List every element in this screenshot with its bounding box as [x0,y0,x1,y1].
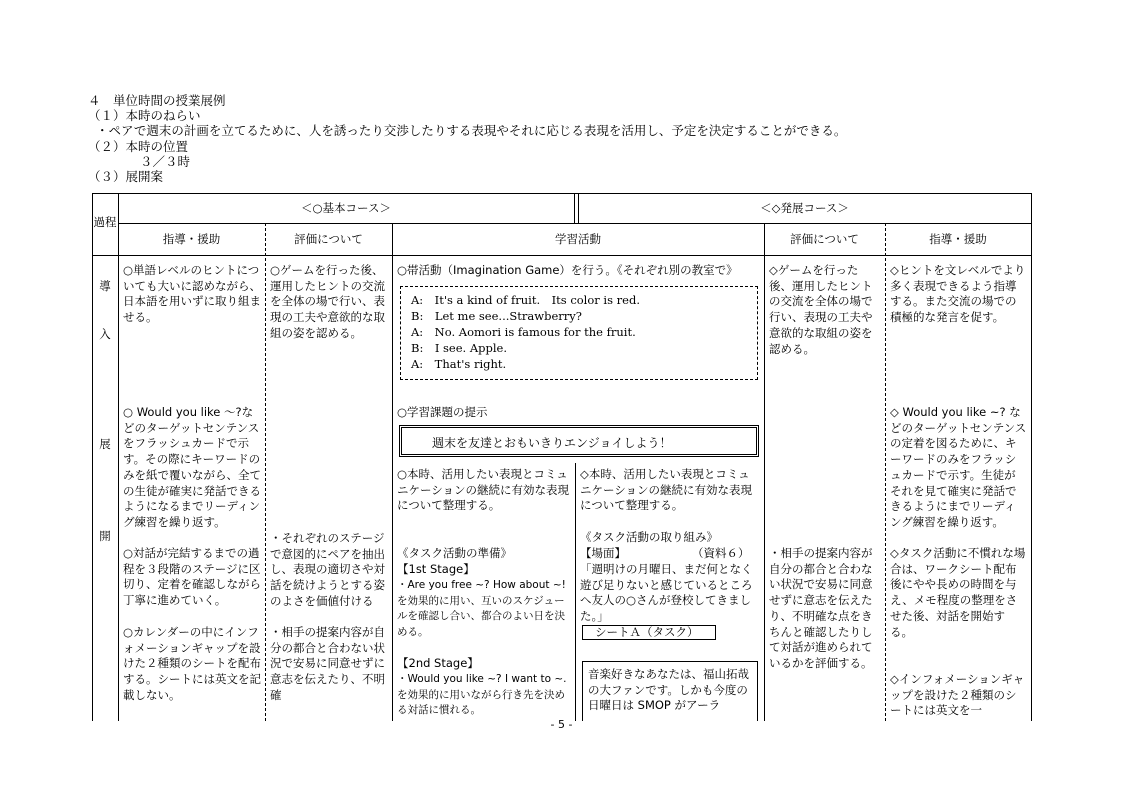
dialogue-line: A: It's a kind of fruit. Its color is red. [411,293,640,307]
basic-course-heading: ＜○基本コース＞ [301,201,391,215]
material-label: （資料６） [692,546,750,560]
dev-eval-2: ・相手の提案内容が自分の都合と合わない状況で安易に同意せずに意志を伝えたり、不明確 [270,625,385,702]
process-label: 過程 [93,215,117,229]
task-heading: ○学習課題の提示 [397,405,488,419]
dev-guidance-3: ○カレンダーの中にインフォメーションギャップを設けた２種類のシートを配布する。シートには英文を記載しない。 [123,625,261,702]
dev-guidance-2: ○対話が完結するまでの過程を３段階のステージに区切り、定着を確認しながら丁寧に進めていく。 [123,546,261,608]
position-value: ３／３時 [140,154,191,169]
stage-char-kai: 開 [99,529,111,543]
scene-text: 「週明けの月曜日、まだ何となく遊び足りないと感じているところへ友人の○さんが登校してきました。」 [580,562,753,624]
intro-eval: ○ゲームを行った後、運用したヒントの交流を全体の場で行い、表現の工夫や意欲的な取組の姿を認める。 [270,263,385,340]
aim-text: ・ペアで週末の計画を立てるために、人を誘ったり交渉したりする表現やそれに応じる表現を活用し、予定を決定することができる。 [96,123,847,138]
stage-char-ten: 展 [99,437,111,451]
dialogue-line: B: Let me see...Strawberry? [411,309,582,323]
lesson-plan-table [92,193,1032,721]
subheading-aim: （１）本時のねらい [88,108,201,123]
dev-eval-1: ・それぞれのステージで意図的にペアを抽出し、表現の適切さや対話を続けようとする姿のよさを価値付ける [270,531,385,608]
page-number: - 5 - [550,718,573,731]
left-activity-intro: ○本時、活用したい表現とコミュニケーションの継続に有効な表現について整理する。 [397,467,570,513]
section-heading: ４ 単位時間の授業展例 [88,93,226,108]
subheading-position: （２）本時の位置 [88,139,189,154]
stage-char-nyu: 入 [99,327,111,341]
col-activity-header: 学習活動 [555,232,601,246]
right-activity-intro: ◇本時、活用したい表現とコミュニケーションの継続に有効な表現について整理する。 [580,467,753,513]
dev-guidance-right-2: ◇タスク活動に不慣れな場合は、ワークシート配布後にやや長めの時間を与え、メモ程度の整理をさせた後、対話を開始する。 [890,546,1026,639]
stage1-text: ・Are you free ~? How about ~!を効果的に用い、互いのスケジュールを確認し合い、都合のよい日を決める。 [397,579,566,639]
dev-guidance-1: ○ Would you like ～?などのターゲットセンテンスをフラッシュカードで示す。その際にキーワードのみを紙で覆いながら、全ての生徒が確実に発話できるようになるまでリーディング練習を繰り返す。 [123,405,261,529]
subheading-plan: （３）展開案 [88,169,164,184]
col-eval-header: 評価について [294,232,363,246]
sheet-label: シートＡ（タスク） [595,625,699,639]
prep-heading: 《タスク活動の準備》 [397,546,512,560]
col-eval-right-header: 評価について [790,232,859,246]
scene-label: 【場面】 [580,546,626,560]
dev-guidance-right-1: ◇ Would you like ~? などのターゲットセンテンスの定着を図るために、キーワードのみをフラッシュカードで示す。生徒がそれを見て確実に発話できるようにまでリーディング練習を繰り返す。 [890,405,1027,529]
dialogue-line: B: I see. Apple. [411,341,508,355]
sheet-text: 音楽好きなあなたは、福山拓哉の大ファンです。しかも今度の日曜日は SMOP がアーラ [588,667,749,713]
dev-eval-right: ・相手の提案内容が自分の都合と合わない状況で安易に同意せずに意志を伝えたり、不明確な点をきちんと確認したりして対話が進められているかを評価する。 [769,546,873,670]
dialogue-line: A: No. Aomori is famous for the fruit. [411,325,636,339]
dev-guidance-right-3: ◇インフォメーションギャップを設けた２種類のシートには英文を一 [890,672,1025,718]
advanced-course-heading: ＜◇発展コース＞ [760,201,849,215]
dialogue-box [400,286,758,380]
intro-guidance: ○単語レベルのヒントについても大いに認めながら、日本語を用いずに取り組ませる。 [123,263,261,325]
task-box [399,425,759,457]
task-activity-heading: 《タスク活動の取り組み》 [580,530,718,544]
intro-activity-title: ○帯活動（Imagination Game）を行う。《それぞれ別の教室で》 [397,263,738,277]
task-text: 週末を友達とおもいきりエンジョイしよう！ [432,436,672,450]
stage2-label: 【2nd Stage】 [397,656,479,670]
sheet-label-box [582,625,716,640]
dialogue-line: A: That's right. [411,357,507,371]
stage1-label: 【1st Stage】 [397,562,475,576]
intro-eval-right: ◇ゲームを行った後、運用したヒントの交流を全体の場で行い、表現の工夫や意欲的な取組の姿を認める。 [769,263,873,356]
intro-guidance-right: ◇ヒントを文レベルでより多く表現できるよう指導する。また交流の場での積極的な発言を促す。 [890,263,1026,325]
col-guidance-header: 指導・援助 [162,232,221,246]
stage2-text: ・Would you like ~? I want to ~. を効果的に用いながら行き先を決める対話に慣れる。 [397,673,567,717]
sheet-text-box [582,661,758,721]
stage-char-do: 導 [99,279,111,293]
col-guidance-right-header: 指導・援助 [929,232,987,246]
